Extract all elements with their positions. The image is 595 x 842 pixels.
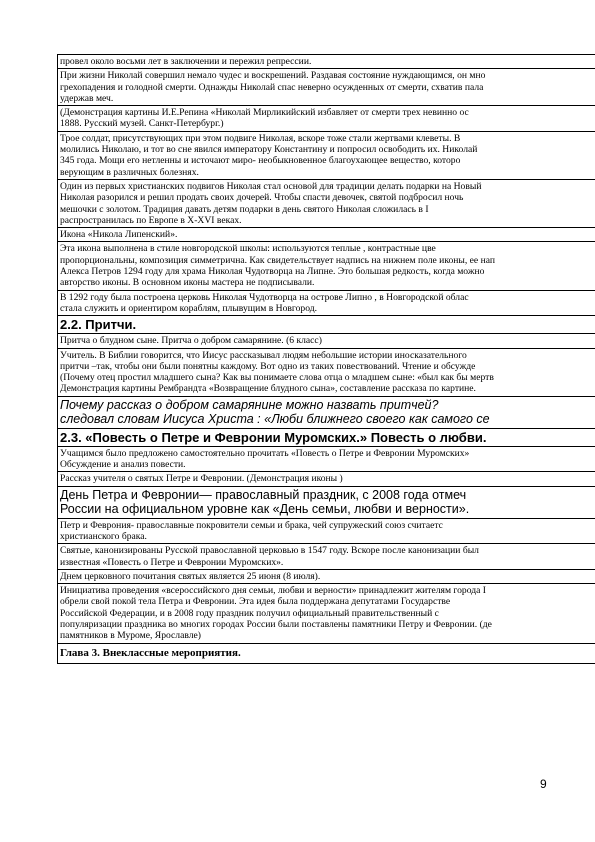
text-line: Учащимся было предложено самостоятельно прочитать «Повесть о Петре и Февронии Муромских»	[60, 447, 470, 459]
paragraph	[58, 55, 595, 69]
text-line: Рассказ учителя о святых Петре и Февронии. (Демонстрация иконы )	[60, 473, 343, 485]
paragraph	[58, 106, 595, 132]
text-table	[57, 54, 595, 664]
text-line: Учитель. В Библии говорится, что Иисус рассказывал людям небольшие истории иносказательного	[60, 349, 467, 361]
text-line: Обсуждение и анализ повести.	[60, 459, 186, 471]
paragraph	[58, 397, 595, 429]
text-line: Притча о блудном сыне. Притча о добром самарянине. (6 класс)	[60, 335, 322, 347]
paragraph	[58, 472, 595, 486]
text-line: Николая разорился и решил продать своих дочерей. Чтобы спасти девочек, святой подбросил ночь	[60, 192, 464, 204]
text-line: (Демонстрация картины И.Е.Репина «Николай Мирликийский избавляет от смерти трех невинно ос	[60, 107, 469, 119]
text-line: авторство иконы. В основном иконы мастера не подписывали.	[60, 277, 315, 289]
text-line: День Петра и Февронии— православный праздник, с 2008 года отмеч	[60, 487, 467, 502]
section-heading	[58, 429, 595, 447]
paragraph	[58, 447, 595, 473]
text-line: известная «Повесть о Петре и Февронии Муромских».	[60, 556, 284, 568]
text-line: обрели свой покой тела Петра и Февронии. Эта идея была поддержана депутатами Государстве	[60, 596, 451, 608]
text-line: удержав меч.	[60, 92, 114, 104]
paragraph	[58, 180, 595, 228]
text-line: Демонстрация картины Рембрандта «Возвращение блудного сына», составление рассказа по картине.	[60, 383, 476, 395]
paragraph	[58, 487, 595, 519]
text-line: Эта икона выполнена в стиле новгородской школы: используются теплые , контрастные цве	[60, 243, 436, 255]
text-line: мешочки с золотом. Традиция давать детям подарки в день святого Николая сложилась в I	[60, 203, 429, 215]
text-line: Икона «Никола Липенский».	[60, 229, 178, 241]
text-line: (Почему отец простил младшего сына? Как вы понимаете слова отца о младшем сыне: «был как бы мертв	[60, 372, 494, 384]
text-line: пропорциональны, композиция симметрична. Как свидетельствует надпись на нижнем поле иконы, ее нап	[60, 254, 495, 266]
text-line: Днем церковного почитания святых является 25 июня (8 июля).	[60, 570, 321, 582]
text-line: Глава 3. Внеклассные мероприятия.	[60, 646, 241, 659]
text-line: Алекса Петров 1294 году для храма Николая Чудотворца на Липне. Это большая редкость, когда можно	[60, 266, 485, 278]
text-line: притчи –так, чтобы они были понятны каждому. Вот одно из таких повествований. Чтение и обсужде	[60, 360, 476, 372]
text-line: Петр и Феврония- православные покровители семьи и брака, чей супружеский союз считаетс	[60, 519, 443, 531]
text-line: Один из первых христианских подвигов Николая стал основой для традиции делать подарки на Новый	[60, 180, 482, 192]
text-line: следовал словам Иисуса Христа : «Люби ближнего своего как самого се	[60, 412, 490, 427]
text-line: верующим в различных болезнях.	[60, 166, 199, 178]
text-line: России на официальном уровне как «День семьи, любви и верности».	[60, 502, 470, 517]
paragraph	[58, 228, 595, 242]
paragraph	[58, 570, 595, 584]
paragraph	[58, 544, 595, 570]
text-line: Почему рассказ о добром самарянине можно назвать притчей?	[60, 397, 439, 412]
text-line: Святые, канонизированы Русской православной церковью в 1547 году. Вскоре после канонизации был	[60, 545, 479, 557]
text-line: Российской Федерации, и в 2008 году праздник получил официальный правительственный с	[60, 607, 439, 619]
text-line: памятников в Муроме, Ярославле)	[60, 630, 201, 642]
paragraph	[58, 132, 595, 180]
text-line: 345 года. Мощи его нетленны и источают миро- необыкновенное благоухающее вещество, которо	[60, 155, 461, 167]
text-line: Трое солдат, присутствующих при этом подвиге Николая, вскоре тоже стали жертвами клеветы. В	[60, 132, 461, 144]
paragraph	[58, 584, 595, 643]
text-line: 2.2. Притчи.	[60, 317, 137, 333]
text-line: христианского брака.	[60, 530, 147, 542]
paragraph	[58, 242, 595, 290]
page-number: 9	[540, 777, 547, 791]
text-line: 2.3. «Повесть о Петре и Февронии Муромских.» Повесть о любви.	[60, 429, 487, 445]
paragraph	[58, 334, 595, 348]
paragraph	[58, 519, 595, 545]
section-heading	[58, 316, 595, 334]
text-line: Инициатива проведения «всероссийского дня семьи, любви и верности» принадлежит жителям города I	[60, 585, 486, 597]
text-line: распространилась по Европе в X-XVI веках.	[60, 214, 242, 226]
text-line: молились Николаю, и тот во сне явился императору Константину и попросил освободить их. Николай	[60, 144, 478, 156]
text-line: При жизни Николай совершил немало чудес и воскрешений. Раздавая состояние нуждающимся, он мно	[60, 70, 486, 82]
text-line: провел около восьми лет в заключении и пережил репрессии.	[60, 56, 312, 67]
section-heading	[58, 644, 595, 664]
paragraph	[58, 349, 595, 397]
text-line: В 1292 году была построена церковь Николая Чудотворца на острове Липно , в Новгородской облас	[60, 291, 469, 303]
paragraph	[58, 291, 595, 317]
text-line: стала служить и ориентиром кораблям, плывущим в Новгород.	[60, 302, 318, 314]
text-line: популяризации праздника во многих городах России были поставлены памятники Петру и Февронии. (де	[60, 618, 492, 630]
text-line: грехопадения и голодной смерти. Однажды Николай спас неверно осужденных от смерти, схватив пала	[60, 81, 484, 93]
text-line: 1888. Русский музей. Санкт-Петербург.)	[60, 118, 224, 130]
paragraph	[58, 69, 595, 106]
